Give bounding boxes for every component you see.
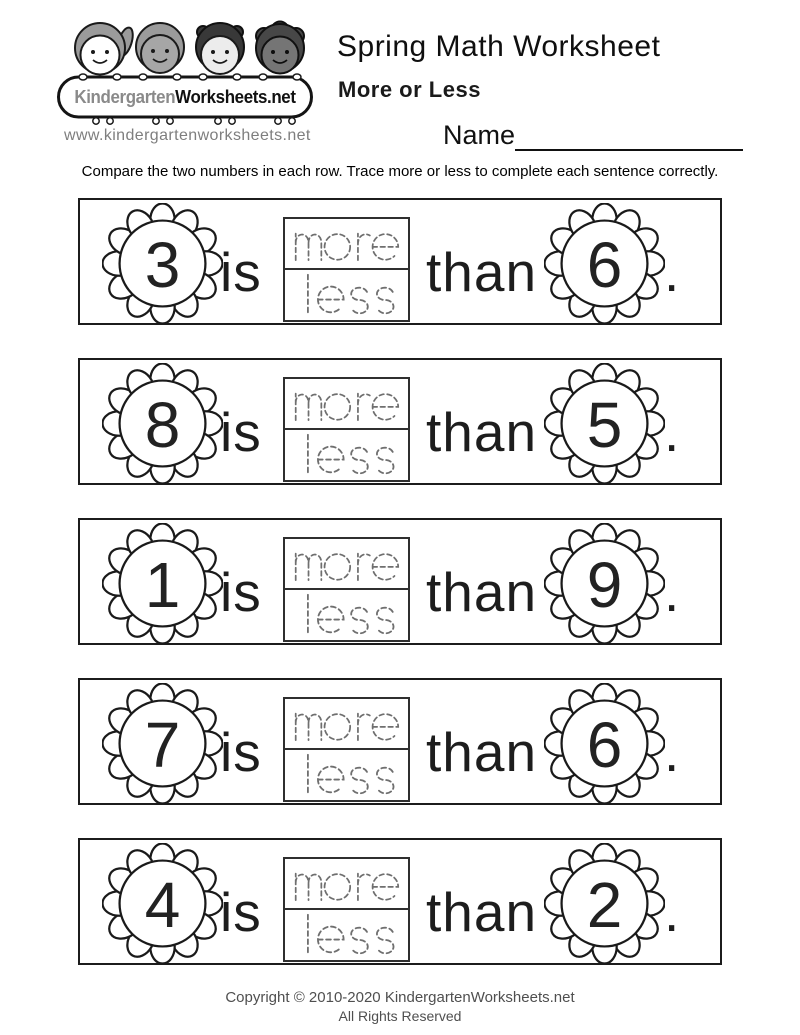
left-number: 3 [144,228,181,301]
word-than: than [426,881,538,943]
trace-word-less-drawing [285,430,408,481]
sentence-row-1 [78,198,722,325]
trace-less-cell[interactable] [285,910,408,961]
trace-word-less-drawing [285,590,408,641]
more-less-trace-box [283,377,410,482]
flower-icon [102,523,223,644]
logo-brand-black: Worksheets.net [175,86,296,107]
trace-more-cell[interactable] [285,859,408,910]
flower-icon [102,843,223,964]
right-number: 9 [586,548,623,621]
sentence-rows [78,198,722,965]
trace-word-less-drawing [285,270,408,321]
kids-feet-icon [93,118,295,124]
instructions-text: Compare the two numbers in each row. Trace more or less to complete each sentence correctly. [81,163,719,180]
name-input-line[interactable] [515,123,743,151]
trace-more-cell[interactable] [285,539,408,590]
sentence-period: . [664,241,681,303]
trace-word-more-drawing [285,699,408,748]
left-number: 4 [144,868,181,941]
kid-boy-curly-icon [256,22,304,74]
trace-word-more-drawing [285,859,408,908]
trace-less-cell[interactable] [285,750,408,801]
kid-girl-pigtails-icon [196,23,244,74]
sentence-period: . [664,401,681,463]
trace-more-cell[interactable] [285,379,408,430]
trace-word-more-drawing [285,539,408,588]
sentence-period: . [664,881,681,943]
right-number: 6 [586,708,623,781]
word-is: is [220,881,262,943]
left-number: 7 [144,708,181,781]
flower-icon [102,683,223,804]
website-url: www.kindergartenworksheets.net [64,127,311,144]
right-number: 5 [586,388,623,461]
flower-icon [544,523,665,644]
sentence-row-5 [78,838,722,965]
trace-less-cell[interactable] [285,590,408,641]
right-number: 6 [586,228,623,301]
trace-word-less-drawing [285,750,408,801]
flower-icon [102,363,223,484]
trace-more-cell[interactable] [285,219,408,270]
trace-word-more-drawing [285,219,408,268]
kid-girl-ponytail-icon [75,23,136,75]
sentence-period: . [664,561,681,623]
word-than: than [426,241,538,303]
trace-less-cell[interactable] [285,430,408,481]
trace-less-cell[interactable] [285,270,408,321]
more-less-trace-box [283,857,410,962]
page-subtitle: More or Less [338,77,481,102]
footer [0,989,800,1024]
sentence-row-2 [78,358,722,485]
right-number: 2 [586,868,623,941]
trace-more-cell[interactable] [285,699,408,750]
word-than: than [426,401,538,463]
sentence-period: . [664,721,681,783]
sentence-row-3 [78,518,722,645]
logo-brand-gray: Kindergarten [74,86,176,107]
word-is: is [220,241,262,303]
name-field [443,120,743,151]
page-title: Spring Math Worksheet [337,30,661,63]
kid-boy-gray-icon [136,23,184,73]
word-is: is [220,561,262,623]
name-label: Name [443,120,516,150]
flower-icon [102,203,223,324]
word-is: is [220,721,262,783]
word-is: is [220,401,262,463]
more-less-trace-box [283,537,410,642]
more-less-trace-box [283,697,410,802]
flower-icon [544,203,665,324]
trace-word-more-drawing [285,379,408,428]
logo-wordmark [66,77,305,117]
trace-word-less-drawing [285,910,408,961]
flower-icon [544,843,665,964]
word-than: than [426,561,538,623]
sentence-row-4 [78,678,722,805]
flower-icon [544,363,665,484]
rights-line: All Rights Reserved [338,1008,462,1024]
flower-icon [544,683,665,804]
left-number: 1 [144,548,181,621]
copyright-line: Copyright © 2010-2020 KindergartenWorksheets.net [225,989,575,1006]
left-number: 8 [144,388,181,461]
word-than: than [426,721,538,783]
more-less-trace-box [283,217,410,322]
